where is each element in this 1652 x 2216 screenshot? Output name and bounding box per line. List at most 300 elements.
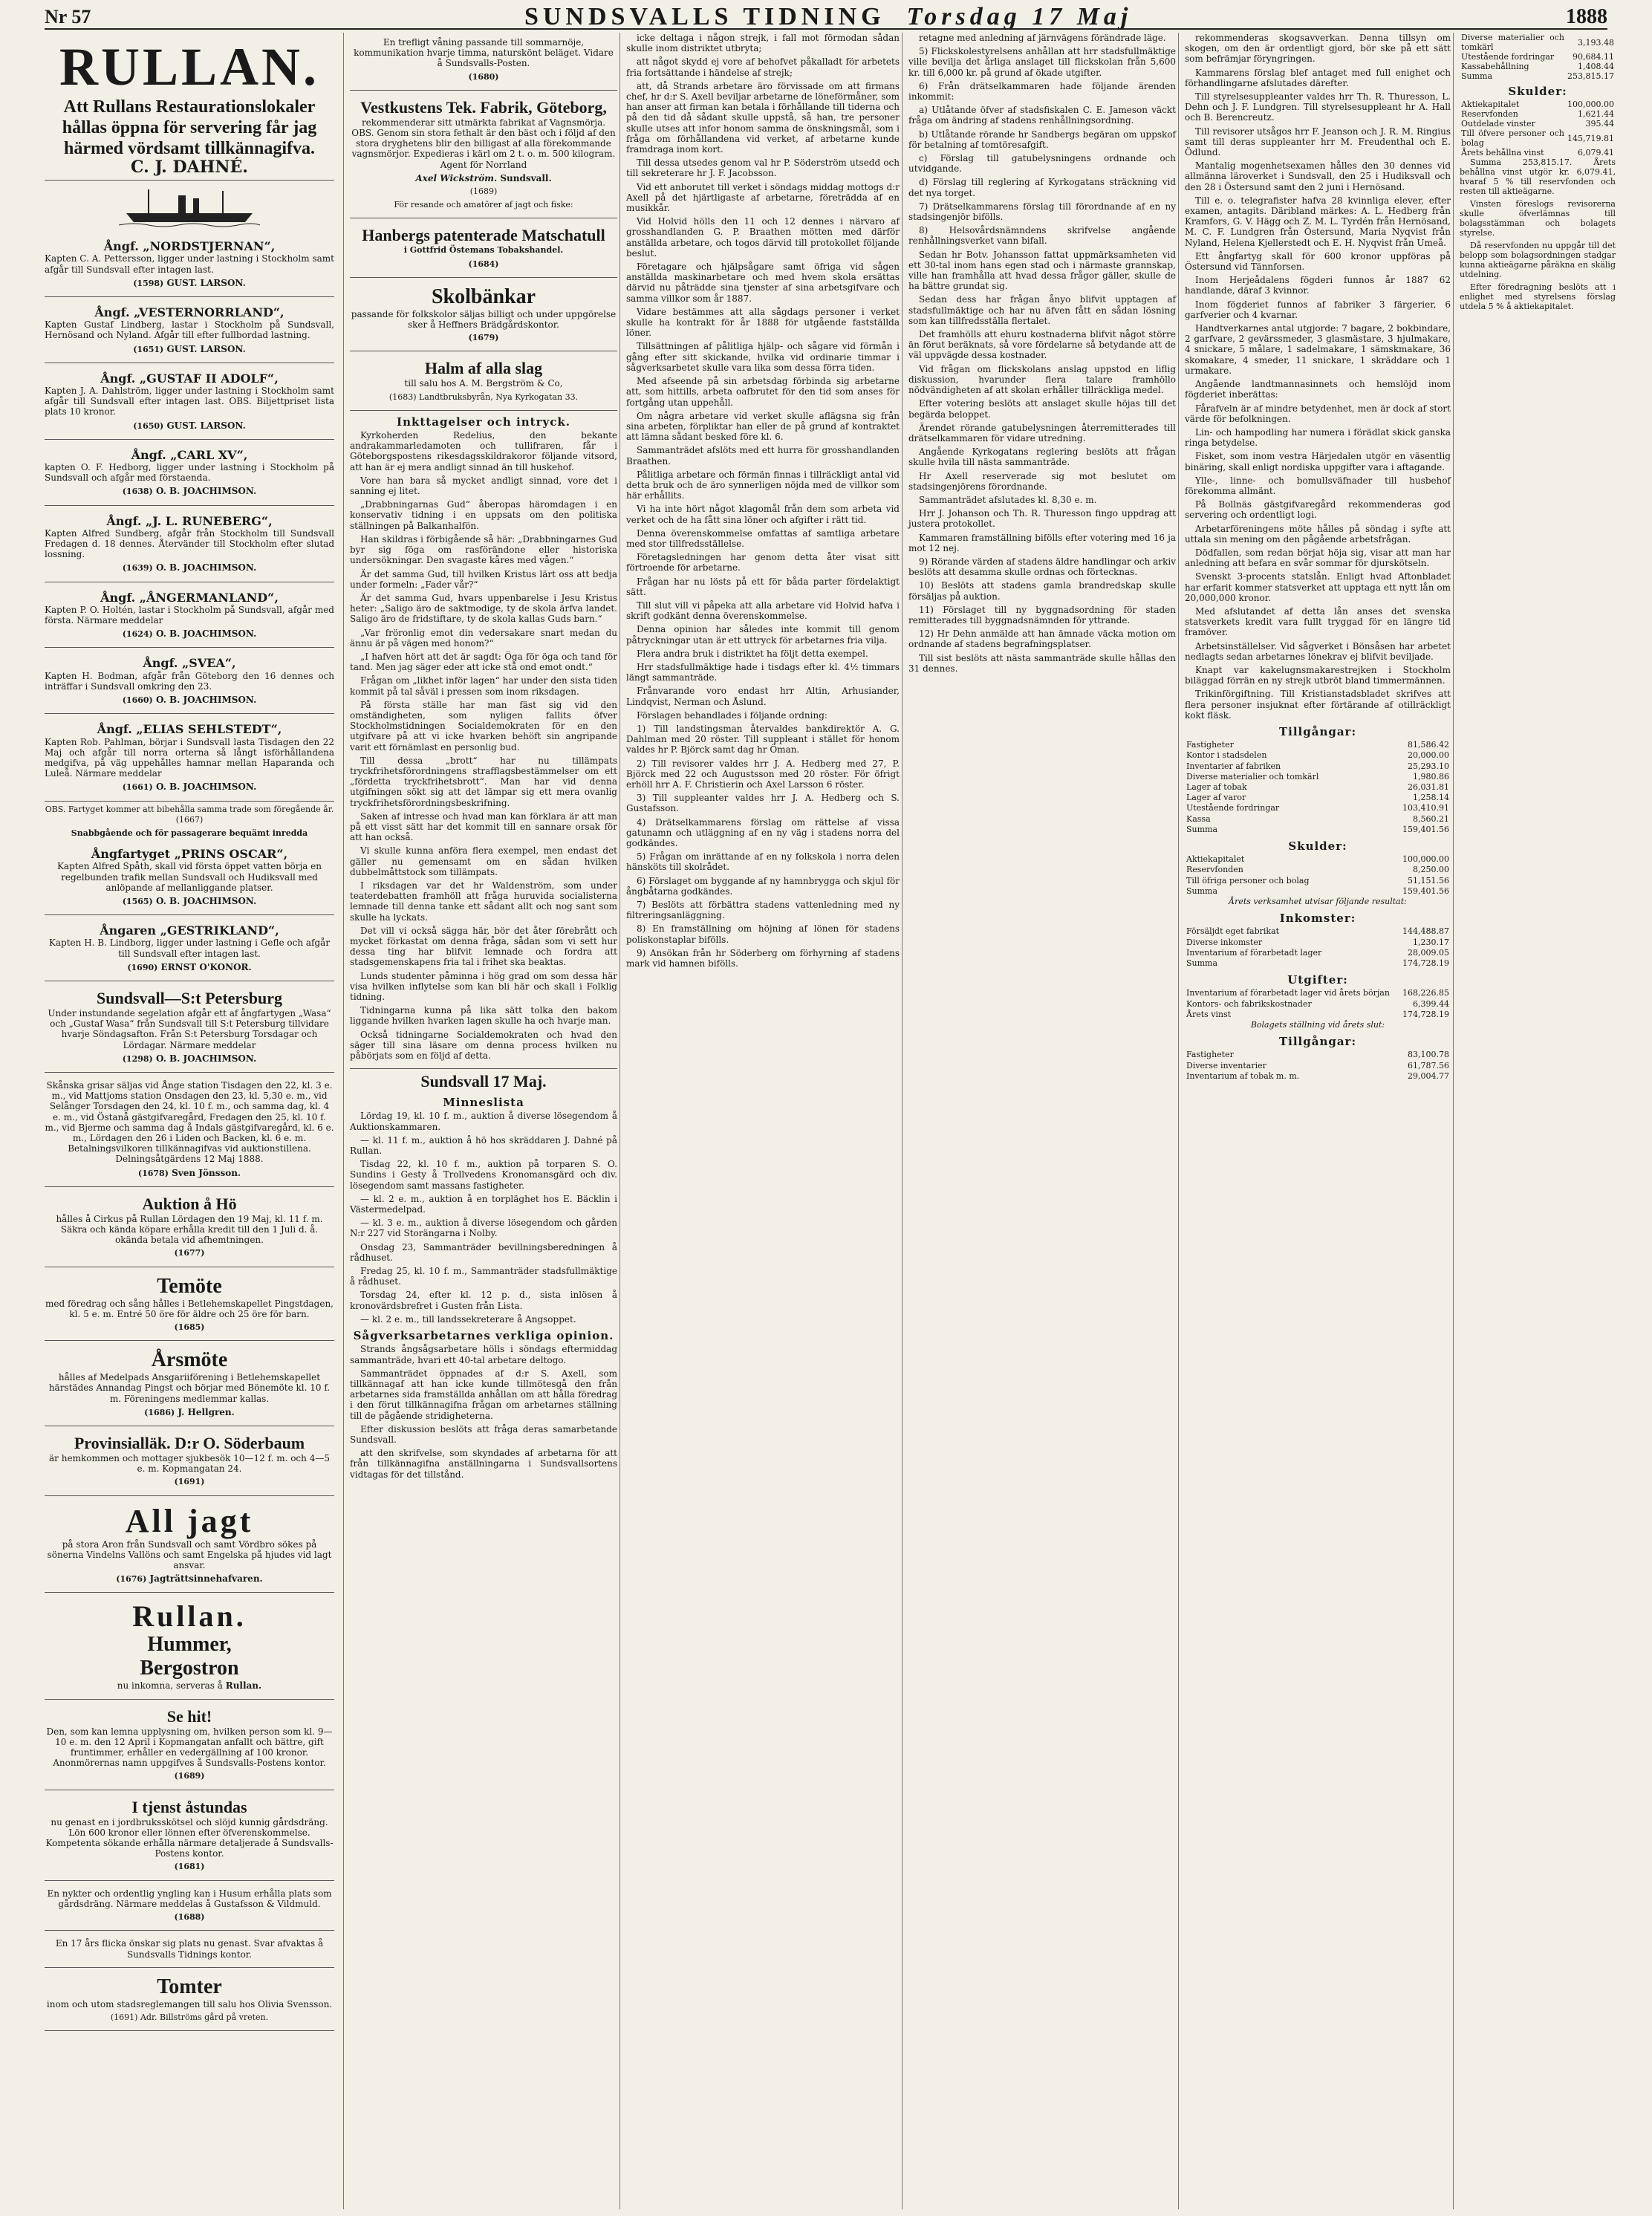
- column-4-body: [908, 33, 1176, 674]
- prins-oscar-ad: Ångfartyget „PRINS OSCAR“, Kapten Alfred Spåth, skall vid första öppet vatten börja en regelbunden trafik mellan Sundsvall och Hudiksvall med anlöpande af mellanliggande platser. (1565) O. B. JOACHIMSON.: [45, 842, 334, 915]
- row-value: 6,399.44: [1413, 998, 1449, 1009]
- ship-agent-name: O. B. JOACHIMSON.: [155, 782, 257, 793]
- rullan-ad: [45, 33, 334, 181]
- ship-text: Kapten Rob. Pahlman, börjar i Sundsvall lasta Tisdagen den 22 Maj och afgår till norra orterna så långt isförhållandena medgifva, på väg uppehålles hamnar mellan Haparanda och Luleå. Närmare meddelar: [45, 736, 334, 779]
- vestkusten-title: Vestkustens Tek. Fabrik, Göteborg,: [360, 97, 607, 117]
- ship-ad: [45, 443, 334, 506]
- ship-ref: (1660): [122, 695, 153, 706]
- ship-agent: [45, 562, 334, 574]
- row-value: 1,230.17: [1413, 937, 1449, 947]
- ship-text: Kapten Alfred Sundberg, afgår från Stockholm till Sundsvall Fredagen d. 18 dennes. Återvänder till Stockholm efter slutad lossning.: [45, 527, 334, 560]
- article-paragraph: Hrr stadsfullmäktige hade i tisdags efter kl. 4½ timmars längt sammanträde.: [626, 661, 900, 683]
- ship-ref: (1650): [133, 420, 164, 431]
- article-paragraph: Förslagen behandlades i följande ordning:: [637, 709, 827, 721]
- row-value: 20,000.00: [1408, 750, 1449, 761]
- article-paragraph: 7) Drätselkammarens förslag till förordnande af en ny stadsingenjör bifölls.: [908, 201, 1176, 223]
- ship-agent-name: GUST. LARSON.: [166, 343, 246, 354]
- article-paragraph: Vinsten föreslogs revisorerna skulle öfverlämnas till bolagsstämman och bolagets styrelse.: [1460, 199, 1616, 238]
- minneslista: [350, 1111, 617, 1325]
- article-paragraph: Efter föredragning beslöts att i enlighet med styrelsens förslag utdela 5 % å aktiekapitalet.: [1460, 282, 1616, 311]
- tomter-ad: Tomter inom och utom stadsreglemangen till salu hos Olivia Svensson. (1691) Adr. Billströms gård på vreten.: [45, 1971, 334, 2031]
- article-paragraph: Tillsättningen af pålitliga hjälp- och sågare vid förmån i gång efter sitt skickande, hvilka vid ordinarie timmar i sågverksarbetet skulle vara lika som dessa förra tiden.: [626, 341, 900, 373]
- col6-skulder-heading: Skulder:: [1508, 85, 1567, 98]
- ship-text: Kapten Gustaf Lindberg, lastar i Stockholm på Sundsvall, Hernösand och Nyland. Afgår till efter fullbordad lastning.: [45, 319, 334, 341]
- table-row: [1185, 782, 1451, 793]
- issue-number: Nr 57: [45, 6, 91, 27]
- table-row: [1460, 100, 1616, 109]
- row-label: Summa: [1186, 958, 1218, 969]
- row-value: 90,684.11: [1573, 52, 1614, 62]
- ship-agent-name: O. B. JOACHIMSON.: [155, 562, 257, 574]
- ship-ref: (1624): [122, 629, 153, 640]
- row-label: Summa: [1186, 824, 1218, 834]
- row-value: 253,815.17: [1567, 71, 1614, 81]
- row-value: 28,009.05: [1408, 947, 1449, 958]
- row-label: Kassa: [1186, 813, 1211, 824]
- table-row: [1185, 886, 1451, 897]
- row-value: 100,000.00: [1567, 100, 1614, 109]
- article-paragraph: Vid frågan om flickskolans anslag uppstod en liflig diskussion, hvarunder flera talare framhöllo nödvändigheten af att skolan erhåller tillräckliga medel.: [908, 363, 1176, 396]
- article-paragraph: Hr Axell reserverade sig mot beslutet om stadsingenjörens förordnande.: [908, 470, 1176, 492]
- article-paragraph: 1) Till landstingsman återvaldes bankdirektör A. G. Dahlman med 20 röster. Till suppleant i stället för honom valdes hr P. Björck samt dag hr Öman.: [626, 723, 900, 756]
- article-paragraph: Saken af intresse och hvad man kan förklara är att man på ett visst sätt har det kommit till en sannare orsak för att han också.: [350, 810, 617, 843]
- sehit-ad: Se hit! Den, som kan lemna upplysning om, hvilken person som kl. 9—10 e. m. den 12 April i Kopmangatan anfallt och bättre, gift fruntimmer, erhåller en vedergällning af 100 kronor. Anonmörernas namn uppgifves å Sundsvalls-Postens kontor. (1689): [45, 1703, 334, 1790]
- row-label: Utestående fordringar: [1461, 52, 1555, 62]
- article-paragraph: Sedan dess har frågan ånyo blifvit upptagen af stadsfullmäktige och har nu äfven fått en sådan lösning som kan tillfredsställa flertalet.: [908, 294, 1176, 326]
- halm-title: Halm af alla slag: [424, 359, 543, 378]
- nykter-text: En nykter och ordentlig yngling kan i Husum erhålla plats som gårdsdräng. Närmare meddelas å Gustafsson & Vildmuld.: [47, 1888, 332, 1909]
- row-value: 1,408.44: [1578, 62, 1614, 71]
- article-paragraph: Efter diskussion beslöts att fråga deras samarbetande Sundsvall.: [350, 1423, 617, 1445]
- article-paragraph: Med afslutandet af detta lån anses det svenska statsverkets kredit vara fullt tryggad för en längre tid framöver.: [1185, 605, 1451, 638]
- article-paragraph: Dödfallen, som redan börjat höja sig, visar att man har anledning att befara en svår sommar för djurskötseln.: [1185, 547, 1451, 569]
- minneslista-item: Onsdag 23, Sammanträder bevillningsberedningen å rådhuset.: [350, 1241, 617, 1263]
- inkttagelser-heading: Inkttagelser och intryck.: [397, 415, 570, 429]
- row-value: 81,586.42: [1408, 740, 1449, 750]
- hanberg-text: i Gottfrid Östemans Tobakshandel.: [403, 245, 564, 256]
- provinsial-ad: Provinsialläk. D:r O. Söderbaum är hemkommen och mottager sjukbesök 10—12 f. m. och 4—5 e. m. Kopmangatan 24. (1691): [45, 1429, 334, 1496]
- article-paragraph: Ylle-, linne- och bomullsväfnader till husbehof förekomma allmänt.: [1185, 475, 1451, 496]
- article-paragraph: I riksdagen var det hr Waldenström, som under teaterdebatten framhöll att fråga huruvida socialisterna lemnade till denna tanke ett sådant allt och nog sant som skulle ha lyckats.: [350, 880, 617, 923]
- article-paragraph: Frågan om „likhet inför lagen“ har under den sista tiden kommit på tal såväl i pressen som inom riksdagen.: [350, 675, 617, 697]
- column-2: [343, 33, 623, 2209]
- article-paragraph: Om några arbetare vid verket skulle aflägsna sig från sina arbeten, förpliktar han eller de på grund af kontraktet att lämna sådant besked före kl. 6.: [626, 410, 900, 443]
- article-paragraph: Mantalig mogenhetsexamen hålles den 30 dennes vid allmänna läroverket i Sundsvall, den 25 i Hudiksvall och den 28 i Östersund samt den 2 juni i Hernösand.: [1185, 160, 1451, 192]
- row-label: Summa: [1461, 71, 1493, 81]
- row-value: 61,787.56: [1408, 1060, 1449, 1070]
- table-row: [1460, 52, 1616, 62]
- article-paragraph: Flera andra bruk i distriktet ha följt detta exempel.: [637, 648, 868, 659]
- passenger-note: Snabbgående och för passagerare bequämt inredda: [71, 828, 308, 838]
- trefligt-ad: En trefligt våning passande till sommarnöje, kommunikation hvarje timma, naturskönt beläget. Vidare å Sundsvalls-Posten. (1680): [350, 33, 617, 91]
- ship-agent-name: O. B. JOACHIMSON.: [155, 695, 257, 706]
- article-paragraph: Med afseende på sin arbetsdag förbinda sig arbetarne att, som hittills, arbeta oafbrutet för den tid som anses för fortgång utan uppehåll.: [626, 376, 900, 408]
- article-paragraph: Vi ha inte hört något klagomål från dem som arbeta vid verket och de ha fått sina löner och afgifter i rätt tid.: [626, 504, 900, 525]
- article-paragraph: Frånvarande voro endast hrr Altin, Arhusiander, Lindqvist, Nerman och Åslund.: [626, 686, 900, 707]
- ship-agent-name: O. B. JOACHIMSON.: [155, 628, 257, 640]
- ship-name: Ångf. „VESTERNORRLAND“,: [94, 305, 284, 320]
- arsmote-text: hålles af Medelpads Ansgariiförening i Betlehemskapellet härstädes Annandag Pingst och börjar med Bönemöte kl. 10 f. m. Föreningens medlemmar kallas.: [48, 1372, 331, 1404]
- row-label: Lager af tobak: [1186, 782, 1247, 792]
- row-value: 145,719.81: [1567, 133, 1614, 143]
- st-petersburg-text: Under instundande segelation afgår ett af ångfartygen „Wasa“ och „Gustaf Wasa“ från Sundsvall till S:t Petersburg tillvidare hvarje Söndagsafton. Från S:t Petersburg Torsdagar och Lördagar. Närmare meddelar: [48, 1007, 331, 1050]
- row-value: 8,250.00: [1413, 865, 1449, 875]
- article-paragraph: Frågan har nu lösts på ett för båda parter fördelaktigt sätt.: [626, 576, 900, 597]
- table-row: [1460, 148, 1616, 157]
- row-label: Summa: [1186, 886, 1218, 896]
- article-paragraph: Arbetsinställelser. Vid sågverket i Bönsåsen har arbetet nedlagts sedan arbetarnes lönekrav ej blifvit beviljade.: [1185, 640, 1451, 662]
- bolag-note: Bolagets ställning vid årets slut:: [1250, 1020, 1385, 1030]
- sehit-text: Den, som kan lemna upplysning om, hvilken person som kl. 9—10 e. m. den 12 April i Kopmangatan anfallt och bättre, gift fruntimmer, erhåller en vedergällning af 100 kronor. Anonmörernas namn uppgifves å Sundsvalls-Postens kontor.: [46, 1726, 333, 1769]
- table-row: [1185, 772, 1451, 782]
- article-paragraph: 2) Till revisorer valdes hrr J. A. Hedberg med 27, P. Björck med 22 och Augustsson med 20 röster. För öfrigt erhöll hrr A. F. Christierin och Axel Larsson 6 röster.: [626, 758, 900, 790]
- gestrikland-name: Ångaren „GESTRIKLAND“,: [100, 923, 279, 938]
- row-label: Till öfriga personer och bolag: [1186, 875, 1310, 886]
- ship-ref: (1651): [133, 344, 164, 354]
- arsmote-title: Årsmöte: [151, 1348, 228, 1372]
- grisar-ad: Skånska grisar säljas vid Ånge station Tisdagen den 22, kl. 3 e. m., vid Mattjoms station Onsdagen den 23, kl. 5,30 e. m., vid Selånger Torsdagen den 24, kl. 10 f. m., och samma dag, kl. 4 e. m., vid Östanå gästgifvaregård, Fredagen den 25, kl. 10 f. m., vid Bjerme och samma dag å Indals gästgifvaregård, kl. 6 e. m., Lördagen den 26 i Liden och Backen, kl. 6 e. m. Betalningsvilkoren tillkännagifvas vid auktionstillena. Delningsåtgärdens 12 Maj 1888. (1678) Sven Jönsson.: [45, 1076, 334, 1187]
- ship-ad: [45, 717, 334, 801]
- minneslista-item: — kl. 3 e. m., auktion å diverse lösegendom och gården N:r 227 vid Storängarna i Nolby.: [350, 1218, 617, 1239]
- row-value: 26,031.81: [1408, 782, 1449, 792]
- provinsial-title: Provinsialläk. D:r O. Söderbaum: [74, 1434, 305, 1453]
- article-paragraph: 10) Beslöts att stadens gamla brandredskap skulle försäljas på auktion.: [908, 580, 1176, 602]
- col6-note: Summa 253,815.17. Årets behållna vinst utgör kr. 6,079.41, hvaraf 5 % till reservfonden och resten till aktieägarne.: [1460, 157, 1616, 196]
- row-label: Inventarium af tobak m. m.: [1186, 1070, 1300, 1081]
- row-value: 144,488.87: [1402, 926, 1449, 937]
- article-paragraph: Arbetarföreningens möte hålles på söndag i syfte att uttala sin mening om den pågående arbetsfrågan.: [1185, 523, 1451, 545]
- article-paragraph: 5) Flickskolestyrelsens anhållan att hrr stadsfullmäktige ville bevilja det årliga anslaget till flickskolan från 5,600 kr. till 6,000 kr. på grund af ökade utgifter.: [908, 46, 1176, 78]
- table-row: [1185, 926, 1451, 937]
- article-paragraph: b) Utlåtande rörande hr Sandbergs begäran om uppskof för betalning af tomtöresafgift.: [908, 129, 1176, 150]
- inkomster-heading: Inkomster:: [1279, 912, 1356, 926]
- row-value: 395.44: [1585, 119, 1614, 129]
- article-paragraph: Hrr J. Johanson och Th. R. Thuresson fingo uppdrag att justera protokollet.: [908, 508, 1176, 530]
- article-paragraph: Till sist beslöts att nästa sammanträde skulle hållas den 31 dennes.: [908, 652, 1176, 674]
- article-paragraph: 9) Ansökan från hr Söderberg om förhyrning af stadens mark vid hamnen bifölls.: [626, 947, 900, 969]
- minneslista-item: Tisdag 22, kl. 10 f. m., auktion på torparen S. O. Sundins i Gesty å Trollvedens Kronomansgärd och div. lösegendom samt massans fastigheter.: [350, 1159, 617, 1191]
- table-row: [1460, 71, 1616, 81]
- table-row: [1185, 958, 1451, 969]
- minneslista-item: — kl. 2 e. m., till landssekreterare å Angsoppet.: [360, 1313, 576, 1325]
- article-paragraph: Pålitliga arbetare och förmän finnas i tillräckligt antal vid detta bruk och de äro synnerligen nöjda med de villkor som här erhållits.: [626, 469, 900, 501]
- article-paragraph: d) Förslag till reglering af Kyrkogatans sträckning vid det nya torget.: [908, 177, 1176, 198]
- row-value: 103,410.91: [1402, 803, 1449, 813]
- ship-name: Ångf. „ÅNGERMANLAND“,: [100, 590, 279, 605]
- sagverks-heading: Sågverksarbetarnes verkliga opinion.: [353, 1329, 614, 1343]
- row-label: Kassabehållning: [1461, 62, 1529, 71]
- obs-note: OBS. Fartyget kommer att bibehålla samma trade som föregående år. (1667): [45, 804, 334, 825]
- article-paragraph: Denna överenskommelse omfattas af samtliga arbetare med stor tillfredsställelse.: [626, 527, 900, 549]
- table-row: [1185, 1050, 1451, 1060]
- row-label: Lager af varor: [1186, 793, 1246, 803]
- article-paragraph: Till styrelsesuppleanter valdes hrr Th. R. Thuresson, L. Dehn och J. F. Lundgren. Till styrelsesuppleant hr A. Hall och B. Berencreutz.: [1185, 91, 1451, 123]
- tillgangar2-heading: Tillgångar:: [1278, 1035, 1357, 1049]
- vestkusten-ad: Vestkustens Tek. Fabrik, Göteborg, rekommenderar sitt utmärkta fabrikat af Vagnsmörja. OBS. Genom sin stora fethalt är den bäst och i följd af den stora dryghetens blir den billigast af alla förekommande vagnsmörjor. Expedieras i kärl om 2 t. o. m. 500 kilogram. Agent för Norrland Axel Wickström. Sundsvall. (1689) För resande och amatörer af jagt och fiske:: [350, 94, 617, 219]
- article-paragraph: 3) Till suppleanter valdes hrr J. A. Hedberg och S. Gustafsson.: [626, 793, 900, 814]
- article-paragraph: Vore han bara så mycket andligt sinnad, vore det i sanning ej litet.: [350, 475, 617, 497]
- article-paragraph: Angående landtmannasinnets och hemslöjd inom fögderiet inberättas:: [1185, 379, 1451, 400]
- skulder-table: [1185, 854, 1451, 897]
- article-paragraph: a) Utlåtande öfver af stadsfiskalen C. E. Jameson väckt fråga om ändring af stadens renhållningsordning.: [908, 105, 1176, 126]
- article-paragraph: Till e. o. telegrafister hafva 28 kvinnliga elever, efter examen, antagits. Däribland märkes: A. L. Hedberg från Kramfors, G. V. Hägg och Z. M. L. Tyrdén från Hernösand, M. C. F. Lundgren från Östersund, Maria Nyqvist från Nyland, Helena Kjellerstedt och E. H. Nyqvist från Umeå.: [1185, 195, 1451, 248]
- article-paragraph: Företagsledningen har genom detta åter visat sitt förtroende för arbetarne.: [626, 552, 900, 574]
- jagt-text: på stora Aron från Sundsvall och samt Vördbro sökes på sönerna Vindelns Vallöns och samt Engelska på hjudes vid lagt ansvar.: [47, 1538, 332, 1571]
- utgifter-table: [1185, 988, 1451, 1020]
- article-paragraph: 9) Rörande värden af stadens äldre handlingar och arkiv beslöts att desamma skulle ordnas och förtecknas.: [908, 556, 1176, 578]
- tillgangar-heading: Tillgångar:: [1278, 724, 1357, 738]
- hummer-title: Hummer,: [147, 1633, 232, 1657]
- article-paragraph: rekommenderas skogsavverkan. Denna tillsyn om skogen, om den är ordentligt gjord, bör ske på ett sätt som befrämjar föryngringen.: [1185, 33, 1451, 65]
- article-paragraph: 12) Hr Dehn anmälde att han ämnade väcka motion om ordnande af stadens begrafningsplatser.: [908, 628, 1176, 650]
- tjenst-title: I tjenst åstundas: [131, 1797, 247, 1816]
- nykter-ad: En nykter och ordentlig yngling kan i Husum erhålla plats som gårdsdräng. Närmare meddelas å Gustafsson & Vildmuld. (1688): [45, 1884, 334, 1931]
- table-row: [1185, 793, 1451, 803]
- article-paragraph: Trikinförgiftning. Till Kristianstadsbladet skrifves att flera personer insjuknat efter förtärande af otillräckligt kokt fläsk.: [1185, 689, 1451, 721]
- provinsial-text: är hemkommen och mottager sjukbesök 10—12 f. m. och 4—5 e. m. Kopmangatan 24.: [49, 1453, 330, 1475]
- ship-agent: [45, 278, 334, 289]
- issue-date: Torsdag 17 Maj: [906, 3, 1133, 30]
- article-paragraph: Också tidningarne Socialdemokraten och hvad den säger till sina läsare om denna process hvilken nu påbörjats som en följd af detta.: [350, 1029, 617, 1062]
- skolbankar-ad: Skolbänkar passande för folkskolor säljas billigt och under uppgörelse sker å Heffners Brädgårdskontor. (1679): [350, 281, 617, 352]
- ship-agent-name: GUST. LARSON.: [166, 420, 246, 431]
- minneslista-item: Torsdag 24, efter kl. 12 p. d., sista inlösen å kronovärdsbrefret i Gusten från Lista.: [350, 1290, 617, 1311]
- ship-name: Ångf. „SVEA“,: [143, 656, 236, 671]
- tillgangar-table: [1185, 740, 1451, 835]
- row-value: 174,728.19: [1402, 1009, 1449, 1019]
- ship-ref: (1598): [133, 278, 164, 288]
- sundsvall-date-heading: Sundsvall 17 Maj.: [350, 1068, 617, 1091]
- article-paragraph: 7) Beslöts att förbättra stadens vattenledning med ny filtreringsanläggning.: [626, 900, 900, 921]
- article-paragraph: Inom fögderiet funnos af fabriker 3 färgerier, 6 garfverier och 4 kvarnar.: [1185, 299, 1451, 320]
- grisar-text: Skånska grisar säljas vid Ånge station Tisdagen den 22, kl. 3 e. m., vid Mattjoms station Onsdagen den 23, kl. 5,30 e. m., vid Selånger Torsdagen den 24, kl. 10 f. m., och samma dag, kl. 4 e. m., vid Östanå gästgifvaregård, Fredagen den 25, kl. 10 f. m., vid Bjerme och samma dag å Indals gästgifvaregård, kl. 6 e. m., Lördagen den 26 i Liden och Backen, kl. 6 e. m. Betalningsvilkoren tillkännagifvas vid auktionstillena. Delningsåtgärdens 12 Maj 1888.: [45, 1079, 334, 1165]
- auktion-ad: Auktion å Hö hålles å Cirkus på Rullan Lördagen den 19 Maj, kl. 11 f. m. Säkra och kända köpare erhålla kredit till den 1 Juli d. å. okända betala vid afhemtningen. (1677): [45, 1190, 334, 1267]
- row-label: Försäljdt eget fabrikat: [1186, 926, 1280, 937]
- rullan2-title: Rullan.: [132, 1599, 247, 1634]
- row-label: Kontor i stadsdelen: [1186, 750, 1267, 761]
- row-label: Inventarium af förarbetadt lager: [1186, 947, 1322, 958]
- table-row: [1185, 1010, 1451, 1020]
- row-label: Reservfonden: [1186, 865, 1243, 875]
- article-paragraph: Han skildras i förbigående så här: „Drabbningarnes Gud byr sig föga om rasförändone eller historiska undersökningar. Den svagaste kåres med vågen.“: [350, 533, 617, 566]
- ship-ad: [45, 234, 334, 297]
- table-row: [1185, 865, 1451, 875]
- article-paragraph: Angående Kyrkogatans reglering beslöts att frågan skulle hvila till nästa sammanträde.: [908, 446, 1176, 468]
- row-label: Fastigheter: [1186, 740, 1234, 750]
- masthead: [45, 3, 1607, 30]
- halm-ad: Halm af alla slag till salu hos A. M. Bergström & Co, (1683) Landtbruksbyrån, Nya Kyrkogatan 33.: [350, 354, 617, 410]
- column-6: [1453, 33, 1616, 2209]
- skulder-heading: Skulder:: [1288, 839, 1347, 854]
- table-row: [1460, 129, 1616, 148]
- jagt-ad: All jagt på stora Aron från Sundsvall och samt Vördbro sökes på sönerna Vindelns Vallöns och samt Engelska på hjudes vid lagt ansvar. (1676) Jagträttsinnehafvaren.: [45, 1499, 334, 1593]
- table-row: [1460, 119, 1616, 129]
- article-paragraph: Det framhölls att ehuru kostnaderna blifvit något större än förut beräknats, så vore fördelarne så betydande att de väl uppvägde dessa kostnader.: [908, 329, 1176, 361]
- ship-text: Kapten C. A. Pettersson, ligger under lastning i Stockholm samt afgår till Sundsvall efter intagen last.: [45, 253, 334, 275]
- article-paragraph: Det vill vi också sägga här, bör det åter förebrått och mycket förkastat om denna fråga, sådan som vi sett hur dessa ting har blifvit lemnade och fordra att stadsgemenskapens fria tal i frihet ska beaktas.: [350, 925, 617, 968]
- row-label: Outdelade vinster: [1461, 119, 1535, 129]
- table-row: [1460, 33, 1616, 52]
- table-row: [1460, 62, 1616, 71]
- row-label: Aktiekapitalet: [1461, 100, 1520, 109]
- article-paragraph: Lunds studenter påminna i hög grad om som dessa här visa hvilken inflytelse som kan bli här och skall i Folklig tidning.: [350, 970, 617, 1003]
- row-label: Aktiekapitalet: [1186, 854, 1245, 865]
- ship-ad: [45, 651, 334, 714]
- article-paragraph: Kammaren framställning bifölls efter votering med 16 ja mot 12 nej.: [908, 532, 1176, 553]
- ship-agent: [45, 695, 334, 706]
- prins-oscar-text: Kapten Alfred Spåth, skall vid första öppet vatten börja en regelbunden trafik mellan Sundsvall och Hudiksvall med anlöpande af mellanliggande platser.: [56, 861, 322, 893]
- row-value: 168,226.85: [1402, 988, 1449, 998]
- table-row: [1185, 876, 1451, 886]
- auktion-text: hålles å Cirkus på Rullan Lördagen den 19 Maj, kl. 11 f. m. Säkra och kända köpare erhålla kredit till den 1 Juli d. å. okända betala vid afhemtningen.: [56, 1213, 323, 1246]
- article-paragraph: Vid ett anborutet till verket i söndags middag mottogs d:r Axell på det hjärtligaste af arbetarne, företrädda af en musikkår.: [626, 181, 900, 214]
- article-paragraph: Är det samma Gud, till hvilken Kristus lärt oss att bedja under formeln: „Fader vår?“: [350, 568, 617, 590]
- article-paragraph: 11) Förslaget till ny byggnadsordning för staden remitterades till byggnadsnämnden för yttrande.: [908, 604, 1176, 626]
- hanberg-title: Hanbergs patenterade Matschatull: [362, 226, 605, 245]
- article-paragraph: icke deltaga i någon strejk, i fall mot förmodan sådan skulle inom distriktet utbryta;: [626, 33, 900, 54]
- row-value: 29,004.77: [1408, 1070, 1449, 1081]
- row-label: Fastigheter: [1186, 1050, 1234, 1060]
- ship-name: Ångf. „GUSTAF II ADOLF“,: [100, 371, 279, 386]
- rullan-title: RULLAN.: [59, 37, 320, 97]
- article-paragraph: c) Förslag till gatubelysningens ordnande och utvidgande.: [908, 153, 1176, 175]
- article-paragraph: „Var fröronlig emot din vedersakare snart medan du ännu är på vägen med honom?“: [350, 627, 617, 649]
- row-label: Årets behållna vinst: [1461, 148, 1544, 157]
- table-row: [1460, 109, 1616, 119]
- st-petersburg-title: Sundsvall—S:t Petersburg: [97, 988, 282, 1007]
- article-paragraph: Sedan hr Botv. Johansson fattat uppmärksamheten vid ett 30-tal inom hans egen stad och i närmaste grannskap, ville han framhålla att hvad dessa frågor gäller, skulle de ha bättre grundat sig.: [908, 249, 1176, 292]
- row-value: 6,079.41: [1578, 148, 1614, 157]
- table-row: [1185, 988, 1451, 998]
- temote-text: med föredrag och sång hålles i Betlehemskapellet Pingstdagen, kl. 5 e. m. Entré 50 öre för äldre och 25 öre för barn.: [45, 1298, 334, 1319]
- column-3: [620, 33, 905, 2209]
- column-5-body: [1185, 33, 1451, 721]
- article-paragraph: Till dessa „brott“ har nu tillämpats tryckfrihetsförordningens strafflagsbestämmelser om ett „fördetta tryckfrihetsbrott“. Man har vid denna utgifningen sökt sig att det lämpar sig ett mera ovanlig tryckfrihetsförordningsbeskrifning.: [350, 755, 617, 808]
- column-3-body: [626, 33, 900, 969]
- column-1: [45, 33, 340, 2209]
- sehit-title: Se hit!: [166, 1706, 212, 1726]
- ship-agent: [45, 782, 334, 793]
- article-paragraph: „Drabbningarnas Gud“ åberopas häromdagen i en konservativ tidning i en uppsats om den politiska ställningen på Balkanhalfön.: [350, 499, 617, 531]
- row-label: Diverse inventarier: [1186, 1060, 1266, 1070]
- hummer-ad: Rullan. Hummer, Bergostron nu inkomna, serveras å Rullan.: [45, 1596, 334, 1699]
- row-value: 25,293.10: [1408, 761, 1449, 771]
- row-label: Årets vinst: [1186, 1009, 1232, 1019]
- minneslista-item: — kl. 2 e. m., auktion å en torpläghet hos E. Bäcklin i Västermedelpad.: [350, 1193, 617, 1215]
- article-paragraph: Kammarens förslag blef antaget med full enighet och förhandlingarne afslutades därefter.: [1185, 67, 1451, 88]
- balance-skulder-table: [1460, 100, 1616, 157]
- ship-agent: [45, 628, 334, 640]
- article-paragraph: Till slut vill vi påpeka att alla arbetare vid Holvid hafva i skrift godkänt denna överenskommelse.: [626, 600, 900, 622]
- table-row: [1185, 825, 1451, 835]
- table-row: [1185, 999, 1451, 1010]
- row-value: 8,560.21: [1413, 813, 1449, 824]
- arets-heading: Årets verksamhet utvisar följande resultat:: [1229, 897, 1407, 907]
- column-6-body: [1460, 199, 1616, 311]
- flicka-ad: [45, 1934, 334, 1967]
- row-value: 1,980.86: [1413, 771, 1449, 782]
- arsmote-ad: Årsmöte hålles af Medelpads Ansgariiförening i Betlehemskapellet härstädes Annandag Pingst och börjar med Bönemöte kl. 10 f. m. Föreningens medlemmar kallas. (1686) J. Hellgren.: [45, 1344, 334, 1426]
- flicka-text: En 17 års flicka önskar sig plats nu genast. Svar afvaktas å Sundsvalls Tidnings kontor.: [55, 1938, 324, 1960]
- column-5: [1178, 33, 1457, 2209]
- ship-name: Ångf. „CARL XV“,: [131, 447, 248, 462]
- minneslista-item: — kl. 11 f. m., auktion å hö hos skräddaren J. Dahné på Rullan.: [350, 1134, 617, 1157]
- row-value: 100,000.00: [1402, 854, 1449, 865]
- issue-year: 1888: [1565, 5, 1607, 28]
- article-paragraph: 6) Från drätselkammaren hade följande ärenden inkommit:: [908, 80, 1176, 103]
- article-paragraph: att, då Strands arbetare äro förvissade om att firmans chef, hr d:r S. Axell beviljar arbetarne de löneförmåner, som han anser att firman kan betala i förhållande till tiderna och på den tid då sådant skulle uppstå, så han, tre personer skulle utses att infor honom samma de önskningsmål, som i fråga om förhållandena vid verket, af arbetarne kunde framdraga inom kort.: [626, 80, 900, 155]
- article-paragraph: 4) Drätselkammarens förslag om rättelse af vissa gatunamn och utläggning af en ny väg i stadens norra del godkändes.: [626, 816, 900, 849]
- article-paragraph: Efter votering beslöts att anslaget skulle höjas till det begärda beloppet.: [908, 398, 1176, 420]
- row-value: 83,100.78: [1408, 1050, 1449, 1060]
- row-value: 159,401.56: [1402, 886, 1449, 896]
- table-row: [1185, 854, 1451, 865]
- table-row: [1185, 814, 1451, 825]
- ship-agent: [45, 486, 334, 497]
- ship-text: Kapten J. A. Dahlström, ligger under lastning i Stockholm samt afgår till Sundsvall efter intagen last. OBS. Biljettpriset lista plats 10 kronor.: [45, 386, 334, 417]
- ship-list: [45, 234, 334, 801]
- ship-agent: [45, 420, 334, 432]
- steamship-icon: [45, 185, 334, 230]
- ship-ad: [45, 300, 334, 363]
- tomter-title: Tomter: [157, 1975, 222, 1998]
- ship-ref: (1638): [122, 487, 153, 497]
- minneslista-heading: Minneslista: [443, 1096, 524, 1110]
- row-value: 1,621.44: [1578, 109, 1614, 119]
- table-row: [1185, 740, 1451, 750]
- inkomster-table: [1185, 926, 1451, 969]
- row-label: Utestående fordringar: [1186, 803, 1280, 813]
- article-paragraph: På Bollnäs gästgifvaregård rekommenderas god servering och ordentligt logi.: [1185, 499, 1451, 521]
- row-label: Reservfonden: [1461, 109, 1518, 119]
- article-paragraph: Svenskt 3-procents statslån. Enligt hvad Aftonbladet har erfarit kommer statsverket att upptaga ett nytt lån om 20,000,000 kronor.: [1185, 571, 1451, 603]
- newspaper-title: SUNDSVALLS TIDNING Torsdag 17 Maj: [524, 3, 1133, 30]
- table-row: [1185, 750, 1451, 761]
- tjenst-text: nu genast en i jordbruksskötsel och slöjd kunnig gårdsdräng. Lön 600 kronor eller lönnen efter öfverenskommelse. Kompetenta sökande erhålla närmare detaljerade å Sundsvalls-Postens kontor.: [45, 1816, 334, 1859]
- gestrikland-ad: Ångaren „GESTRIKLAND“, Kapten H. B. Lindborg, ligger under lastning i Gefle och afgår till Sundsvall efter intagen last. (1690) ERNST O'KONOR.: [45, 918, 334, 981]
- row-label: Diverse materialier och tomkärl: [1461, 33, 1565, 52]
- row-label: Diverse inkomster: [1186, 937, 1263, 947]
- article-paragraph: 6) Förslaget om byggande af ny hamnbrygga och skjul för ångbåtarna godkändes.: [626, 875, 900, 897]
- utgifter-heading: Utgifter:: [1287, 973, 1348, 987]
- article-paragraph: Handtverkarnes antal utgjorde: 7 bagare, 2 bokbindare, 2 garfvare, 2 gevärssmeder, 3 glasmästare, 3 hjulmakare, 4 snickare, 5 målare, 1 sadelmakare, 1 sämskmakare, 36 skomakare, 4 smeder, 11 snickare, 1 skräddare och 1 urmakare.: [1185, 323, 1451, 376]
- table-row: [1185, 761, 1451, 772]
- st-petersburg-ad: Sundsvall—S:t Petersburg Under instundande segelation afgår ett af ångfartygen „Wasa“ och „Gustaf Wasa“ från Sundsvall till S:t Petersburg tillvidare hvarje Söndagsafton. Från S:t Petersburg Torsdagar och Lördagar. Närmare meddelar (1298) O. B. JOACHIMSON.: [45, 984, 334, 1073]
- article-paragraph: Vid Holvid hölls den 11 och 12 dennes i närvaro af grosshandlanden G. P. Braathen mötten med därför anställda arbetare, och togos därvid till protokollet följande beslut.: [626, 216, 900, 259]
- inkttagelser-body: [350, 430, 617, 1061]
- article-paragraph: Denna opinion har således inte kommit till genom påtryckningar utan är ett uttryck för arbetarnes fria vilja.: [626, 624, 900, 646]
- row-label: Kontors- och fabrikskostnader: [1186, 998, 1312, 1009]
- hanberg-ad: Hanbergs patenterade Matschatull i Gottfrid Östemans Tobakshandel. (1684): [350, 221, 617, 277]
- minneslista-item: Lördag 19, kl. 10 f. m., auktion å diverse lösegendom å Auktionskammaren.: [350, 1111, 617, 1132]
- tillgangar2-table: [1185, 1050, 1451, 1082]
- table-row: [1185, 1061, 1451, 1071]
- article-paragraph: Ett ångfartyg skall för 600 kronor uppföras på Östersund vid Tännforsen.: [1185, 250, 1451, 273]
- ship-ad: [45, 509, 334, 582]
- article-paragraph: Knapt var kakelugnsmakarestrejken i Stockholm biläggad förrän en ny strejk utbröt bland timmermännen.: [1185, 664, 1451, 686]
- row-label: Inventarier af fabriken: [1186, 761, 1281, 771]
- article-paragraph: Sammanträdet öppnades af d:r S. Axell, som tillkännagaf att han icke kunde tillmötesgå den från arbetarnes sida framställda anhållan om att hålla föredrag i den förut tillkännagifna frågan om arbetarnes ställning till de pågående stridigheterna.: [350, 1368, 617, 1421]
- skolbankar-text: passande för folkskolor säljas billigt och under uppgörelse sker å Heffners Brädgårdskontor.: [351, 308, 617, 331]
- ship-ad: [45, 366, 334, 440]
- halm-text: till salu hos A. M. Bergström & Co,: [404, 378, 563, 389]
- table-row: [1185, 948, 1451, 958]
- row-value: 174,728.19: [1402, 958, 1449, 969]
- temote-ad: Temöte med föredrag och sång hålles i Betlehemskapellet Pingstdagen, kl. 5 e. m. Entré 50 öre för äldre och 25 öre för barn. (1685): [45, 1270, 334, 1342]
- article-paragraph: 5) Frågan om inrättande af en ny folkskola i norra delen hänsköts till skolrådet.: [626, 851, 900, 873]
- ship-text: kapten O. F. Hedborg, ligger under lastning i Stockholm på Sundsvall och afgår med förstaenda.: [45, 462, 334, 484]
- article-paragraph: 8) En framställning om höjning af lönen för stadens poliskonstaplar bifölls.: [626, 923, 900, 945]
